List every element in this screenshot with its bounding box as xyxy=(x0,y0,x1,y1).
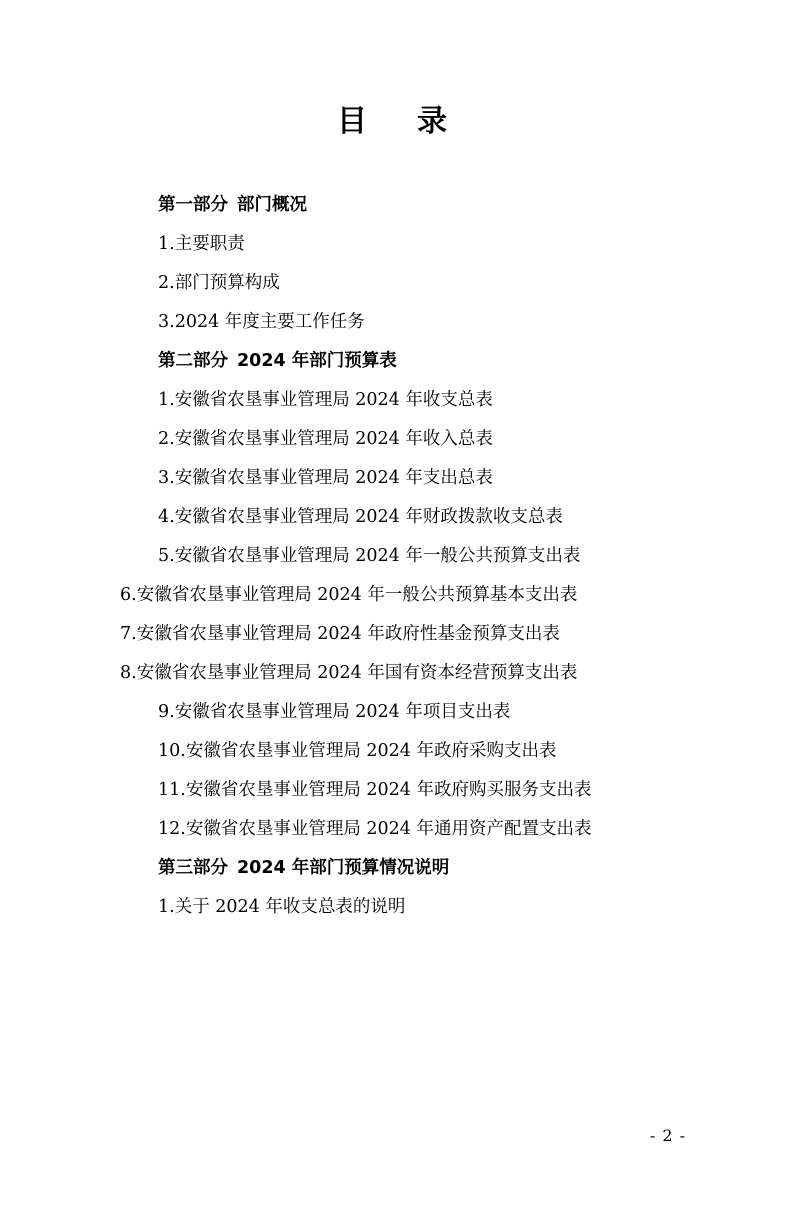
toc-item[interactable]: 10.安徽省农垦事业管理局 2024 年政府采购支出表 xyxy=(158,741,557,761)
toc-part-text: 部门概况 xyxy=(237,195,307,215)
toc-item[interactable]: 6.安徽省农垦事业管理局 2024 年一般公共预算基本支出表 xyxy=(120,585,578,605)
toc-item[interactable]: 3.2024 年度主要工作任务 xyxy=(158,312,365,332)
toc-part-text: 2024 年部门预算情况说明 xyxy=(237,858,450,878)
toc-item[interactable]: 12.安徽省农垦事业管理局 2024 年通用资产配置支出表 xyxy=(158,819,592,839)
document-page xyxy=(0,96,794,1219)
page-title: 目 录 xyxy=(337,104,457,139)
toc-part-heading xyxy=(158,849,689,888)
table-of-contents xyxy=(0,186,794,927)
toc-part-heading xyxy=(158,342,689,381)
toc-item[interactable]: 5.安徽省农垦事业管理局 2024 年一般公共预算支出表 xyxy=(158,546,581,566)
toc-item[interactable]: 11.安徽省农垦事业管理局 2024 年政府购买服务支出表 xyxy=(158,780,592,800)
toc-item[interactable]: 1.主要职责 xyxy=(158,234,245,254)
toc-item[interactable]: 9.安徽省农垦事业管理局 2024 年项目支出表 xyxy=(158,702,511,722)
toc-item[interactable]: 4.安徽省农垦事业管理局 2024 年财政拨款收支总表 xyxy=(158,507,563,527)
toc-item[interactable]: 1.关于 2024 年收支总表的说明 xyxy=(158,897,406,917)
toc-part-heading xyxy=(158,186,689,225)
toc-item[interactable]: 2.部门预算构成 xyxy=(158,273,280,293)
toc-part-label: 第三部分 xyxy=(158,858,228,878)
toc-item[interactable]: 1.安徽省农垦事业管理局 2024 年收支总表 xyxy=(158,390,493,410)
toc-item[interactable]: 3.安徽省农垦事业管理局 2024 年支出总表 xyxy=(158,468,493,488)
toc-part-text: 2024 年部门预算表 xyxy=(237,351,397,371)
toc-part-label: 第二部分 xyxy=(158,351,228,371)
toc-item[interactable]: 2.安徽省农垦事业管理局 2024 年收入总表 xyxy=(158,429,493,449)
toc-part-label: 第一部分 xyxy=(158,195,228,215)
page-number: - 2 - xyxy=(649,1126,686,1145)
toc-item[interactable]: 7.安徽省农垦事业管理局 2024 年政府性基金预算支出表 xyxy=(120,624,560,644)
toc-item[interactable]: 8.安徽省农垦事业管理局 2024 年国有资本经营预算支出表 xyxy=(120,663,578,683)
